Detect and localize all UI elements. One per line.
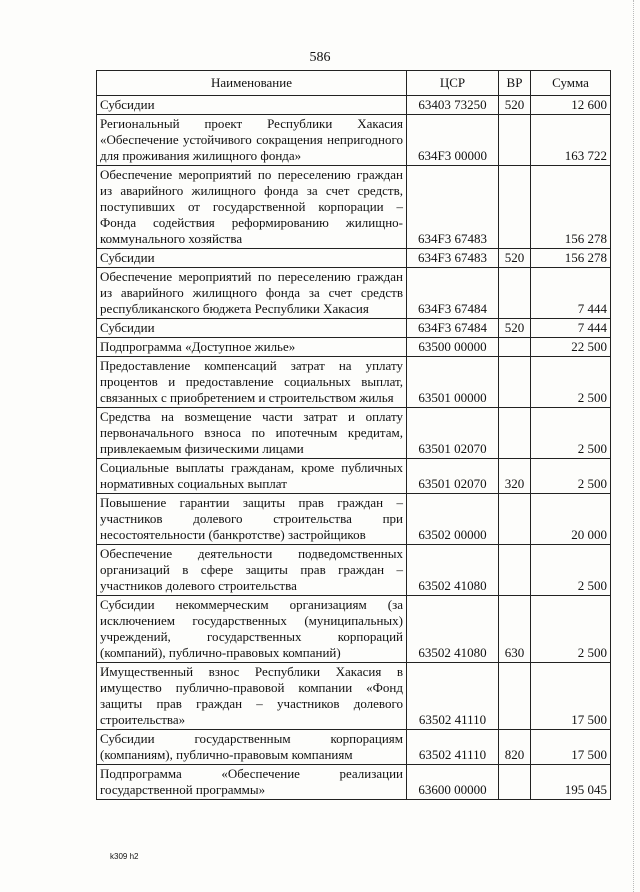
cell-vr: 630 — [499, 596, 531, 663]
table-row — [97, 663, 611, 730]
table-row — [97, 96, 611, 115]
cell-name: Средства на возмещение части затрат и оплату первоначального взноса по ипотечным кредитам, привлекаемым физическими лицами — [97, 408, 407, 459]
cell-name: Предоставление компенсаций затрат на уплату процентов и предоставление социальных выплат, связанных с приобретением и строительством жилья — [97, 357, 407, 408]
cell-vr — [499, 545, 531, 596]
cell-vr — [499, 494, 531, 545]
cell-sum: 2 500 — [531, 545, 611, 596]
cell-sum: 2 500 — [531, 459, 611, 494]
table-row — [97, 765, 611, 800]
header-name: Наименование — [97, 71, 407, 96]
table-row — [97, 268, 611, 319]
cell-sum: 12 600 — [531, 96, 611, 115]
cell-csr: 63500 00000 — [407, 338, 499, 357]
cell-vr — [499, 338, 531, 357]
cell-sum: 20 000 — [531, 494, 611, 545]
cell-sum: 7 444 — [531, 319, 611, 338]
cell-csr: 634F3 67483 — [407, 249, 499, 268]
table-row — [97, 357, 611, 408]
cell-csr: 63403 73250 — [407, 96, 499, 115]
cell-name: Субсидии некоммерческим организациям (за исключением государственных (муниципальных) учреждений, государственных корпораций (компаний), публично-правовых компаний) — [97, 596, 407, 663]
header-vr: ВР — [499, 71, 531, 96]
cell-name: Повышение гарантии защиты прав граждан – участников долевого строительства при несостоятельности (банкротстве) застройщиков — [97, 494, 407, 545]
cell-vr: 520 — [499, 96, 531, 115]
cell-name: Подпрограмма «Доступное жилье» — [97, 338, 407, 357]
footer-code: k309 h2 — [110, 852, 139, 861]
cell-sum: 7 444 — [531, 268, 611, 319]
cell-csr: 63502 41080 — [407, 596, 499, 663]
table-header-row — [97, 71, 611, 96]
cell-vr — [499, 115, 531, 166]
table-row — [97, 115, 611, 166]
cell-csr: 63502 41080 — [407, 545, 499, 596]
cell-name: Субсидии — [97, 96, 407, 115]
cell-name: Имущественный взнос Республики Хакасия в имущество публично-правовой компании «Фонд защиты прав граждан – участников долевого строительства» — [97, 663, 407, 730]
cell-csr: 63501 02070 — [407, 408, 499, 459]
table-row — [97, 545, 611, 596]
table-row — [97, 408, 611, 459]
cell-vr — [499, 357, 531, 408]
cell-sum: 17 500 — [531, 663, 611, 730]
cell-vr: 320 — [499, 459, 531, 494]
cell-name: Обеспечение мероприятий по переселению граждан из аварийного жилищного фонда за счет средств, поступивших от государственной корпорации – Фонда содействия реформированию жилищно-коммунального хозяйства — [97, 166, 407, 249]
table-row — [97, 494, 611, 545]
table-row — [97, 338, 611, 357]
cell-vr — [499, 166, 531, 249]
cell-sum: 22 500 — [531, 338, 611, 357]
cell-vr — [499, 408, 531, 459]
cell-sum: 2 500 — [531, 357, 611, 408]
cell-name: Обеспечение мероприятий по переселению граждан из аварийного жилищного фонда за счет средств республиканского бюджета Республики Хакасия — [97, 268, 407, 319]
cell-sum: 2 500 — [531, 408, 611, 459]
cell-sum: 163 722 — [531, 115, 611, 166]
budget-table — [96, 70, 611, 800]
cell-csr: 63502 41110 — [407, 663, 499, 730]
cell-csr: 63502 00000 — [407, 494, 499, 545]
cell-vr: 520 — [499, 249, 531, 268]
cell-csr: 634F3 67483 — [407, 166, 499, 249]
page-edge — [632, 0, 634, 892]
table-row — [97, 459, 611, 494]
header-csr: ЦСР — [407, 71, 499, 96]
cell-name: Субсидии — [97, 249, 407, 268]
cell-sum: 2 500 — [531, 596, 611, 663]
cell-sum: 156 278 — [531, 166, 611, 249]
header-sum: Сумма — [531, 71, 611, 96]
cell-name: Субсидии — [97, 319, 407, 338]
cell-name: Обеспечение деятельности подведомственных организаций в сфере защиты прав граждан – участников долевого строительства — [97, 545, 407, 596]
cell-vr — [499, 663, 531, 730]
cell-csr: 63501 02070 — [407, 459, 499, 494]
table-row — [97, 166, 611, 249]
cell-csr: 634F3 67484 — [407, 268, 499, 319]
table-row — [97, 249, 611, 268]
table-row — [97, 730, 611, 765]
cell-csr: 634F3 00000 — [407, 115, 499, 166]
cell-vr: 820 — [499, 730, 531, 765]
cell-name: Субсидии государственным корпорациям (компаниям), публично-правовым компаниям — [97, 730, 407, 765]
cell-sum: 156 278 — [531, 249, 611, 268]
cell-vr: 520 — [499, 319, 531, 338]
cell-csr: 63600 00000 — [407, 765, 499, 800]
cell-name: Социальные выплаты гражданам, кроме публичных нормативных социальных выплат — [97, 459, 407, 494]
table-row — [97, 596, 611, 663]
cell-name: Подпрограмма «Обеспечение реализации государственной программы» — [97, 765, 407, 800]
cell-vr — [499, 765, 531, 800]
page-number: 586 — [309, 50, 331, 65]
cell-csr: 63502 41110 — [407, 730, 499, 765]
cell-name: Региональный проект Республики Хакасия «Обеспечение устойчивого сокращения непригодного для проживания жилищного фонда» — [97, 115, 407, 166]
cell-vr — [499, 268, 531, 319]
cell-sum: 17 500 — [531, 730, 611, 765]
table-row — [97, 319, 611, 338]
cell-csr: 63501 00000 — [407, 357, 499, 408]
cell-sum: 195 045 — [531, 765, 611, 800]
cell-csr: 634F3 67484 — [407, 319, 499, 338]
